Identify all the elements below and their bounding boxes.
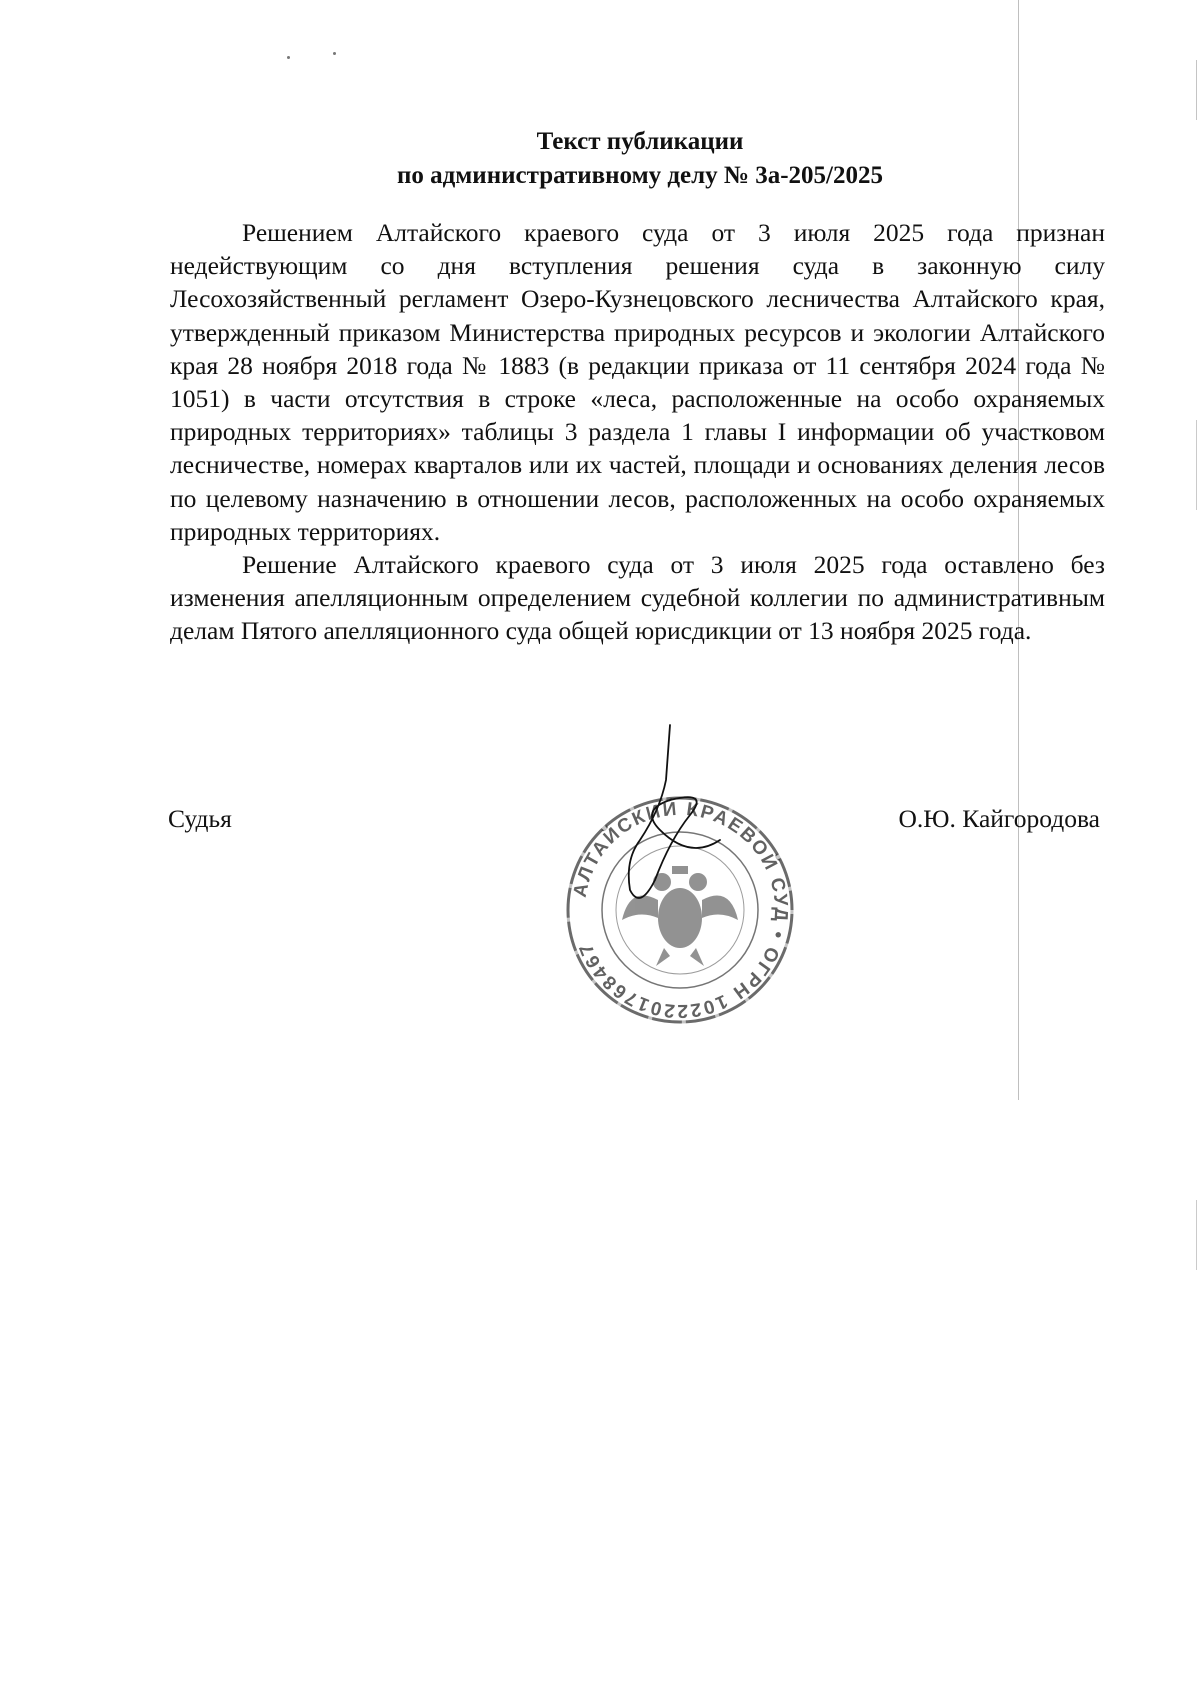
- paragraph-appeal: Решение Алтайского краевого суда от 3 июля 2025 года оставлено без изменения апелляционным определением судебной коллегии по административным делам Пятого апелляционного суда общей юрисдикции от 13 ноября 2025 года.: [170, 550, 1105, 646]
- scan-artifact-line: [1196, 420, 1197, 510]
- scan-artifact-line: [1196, 1200, 1197, 1270]
- svg-text:АЛТАЙСКИЙ КРАЕВОЙ СУД • ОГРН 1: АЛТАЙСКИЙ КРАЕВОЙ СУД • ОГРН 1022201768467: [569, 798, 792, 1022]
- judge-role-label: Судья: [168, 804, 232, 833]
- scan-speck: [333, 52, 336, 55]
- scan-speck: [287, 56, 290, 59]
- handwritten-signature: [600, 720, 740, 940]
- paragraph-decision: Решением Алтайского краевого суда от 3 июля 2025 года признан недействующим со дня вступления решения суда в законную силу Лесохозяйственный регламент Озеро-Кузнецовского лесничества Алтайского края, утвержденный приказом Министерства природных ресурсов и экологии Алтайского края 28 ноября 2018 года № 1883 (в редакции приказа от 11 сентября 2024 года № 1051) в части отсутствия в строке «леса, расположенные на особо охраняемых природных территориях» таблицы 3 раздела 1 главы I информации об участковом лесничестве, номерах кварталов или их частей, площади и основаниях деления лесов по целевому назначению в отношении лесов, расположенных на особо охраняемых природных территориях.: [170, 218, 1105, 546]
- document-title: Текст публикации: [536, 128, 744, 155]
- document-subtitle: по административному делу № 3а-205/2025: [396, 162, 884, 189]
- judge-name: О.Ю. Кайгородова: [898, 804, 1100, 833]
- document-body: [170, 216, 1105, 648]
- scan-artifact-line: [1196, 60, 1197, 120]
